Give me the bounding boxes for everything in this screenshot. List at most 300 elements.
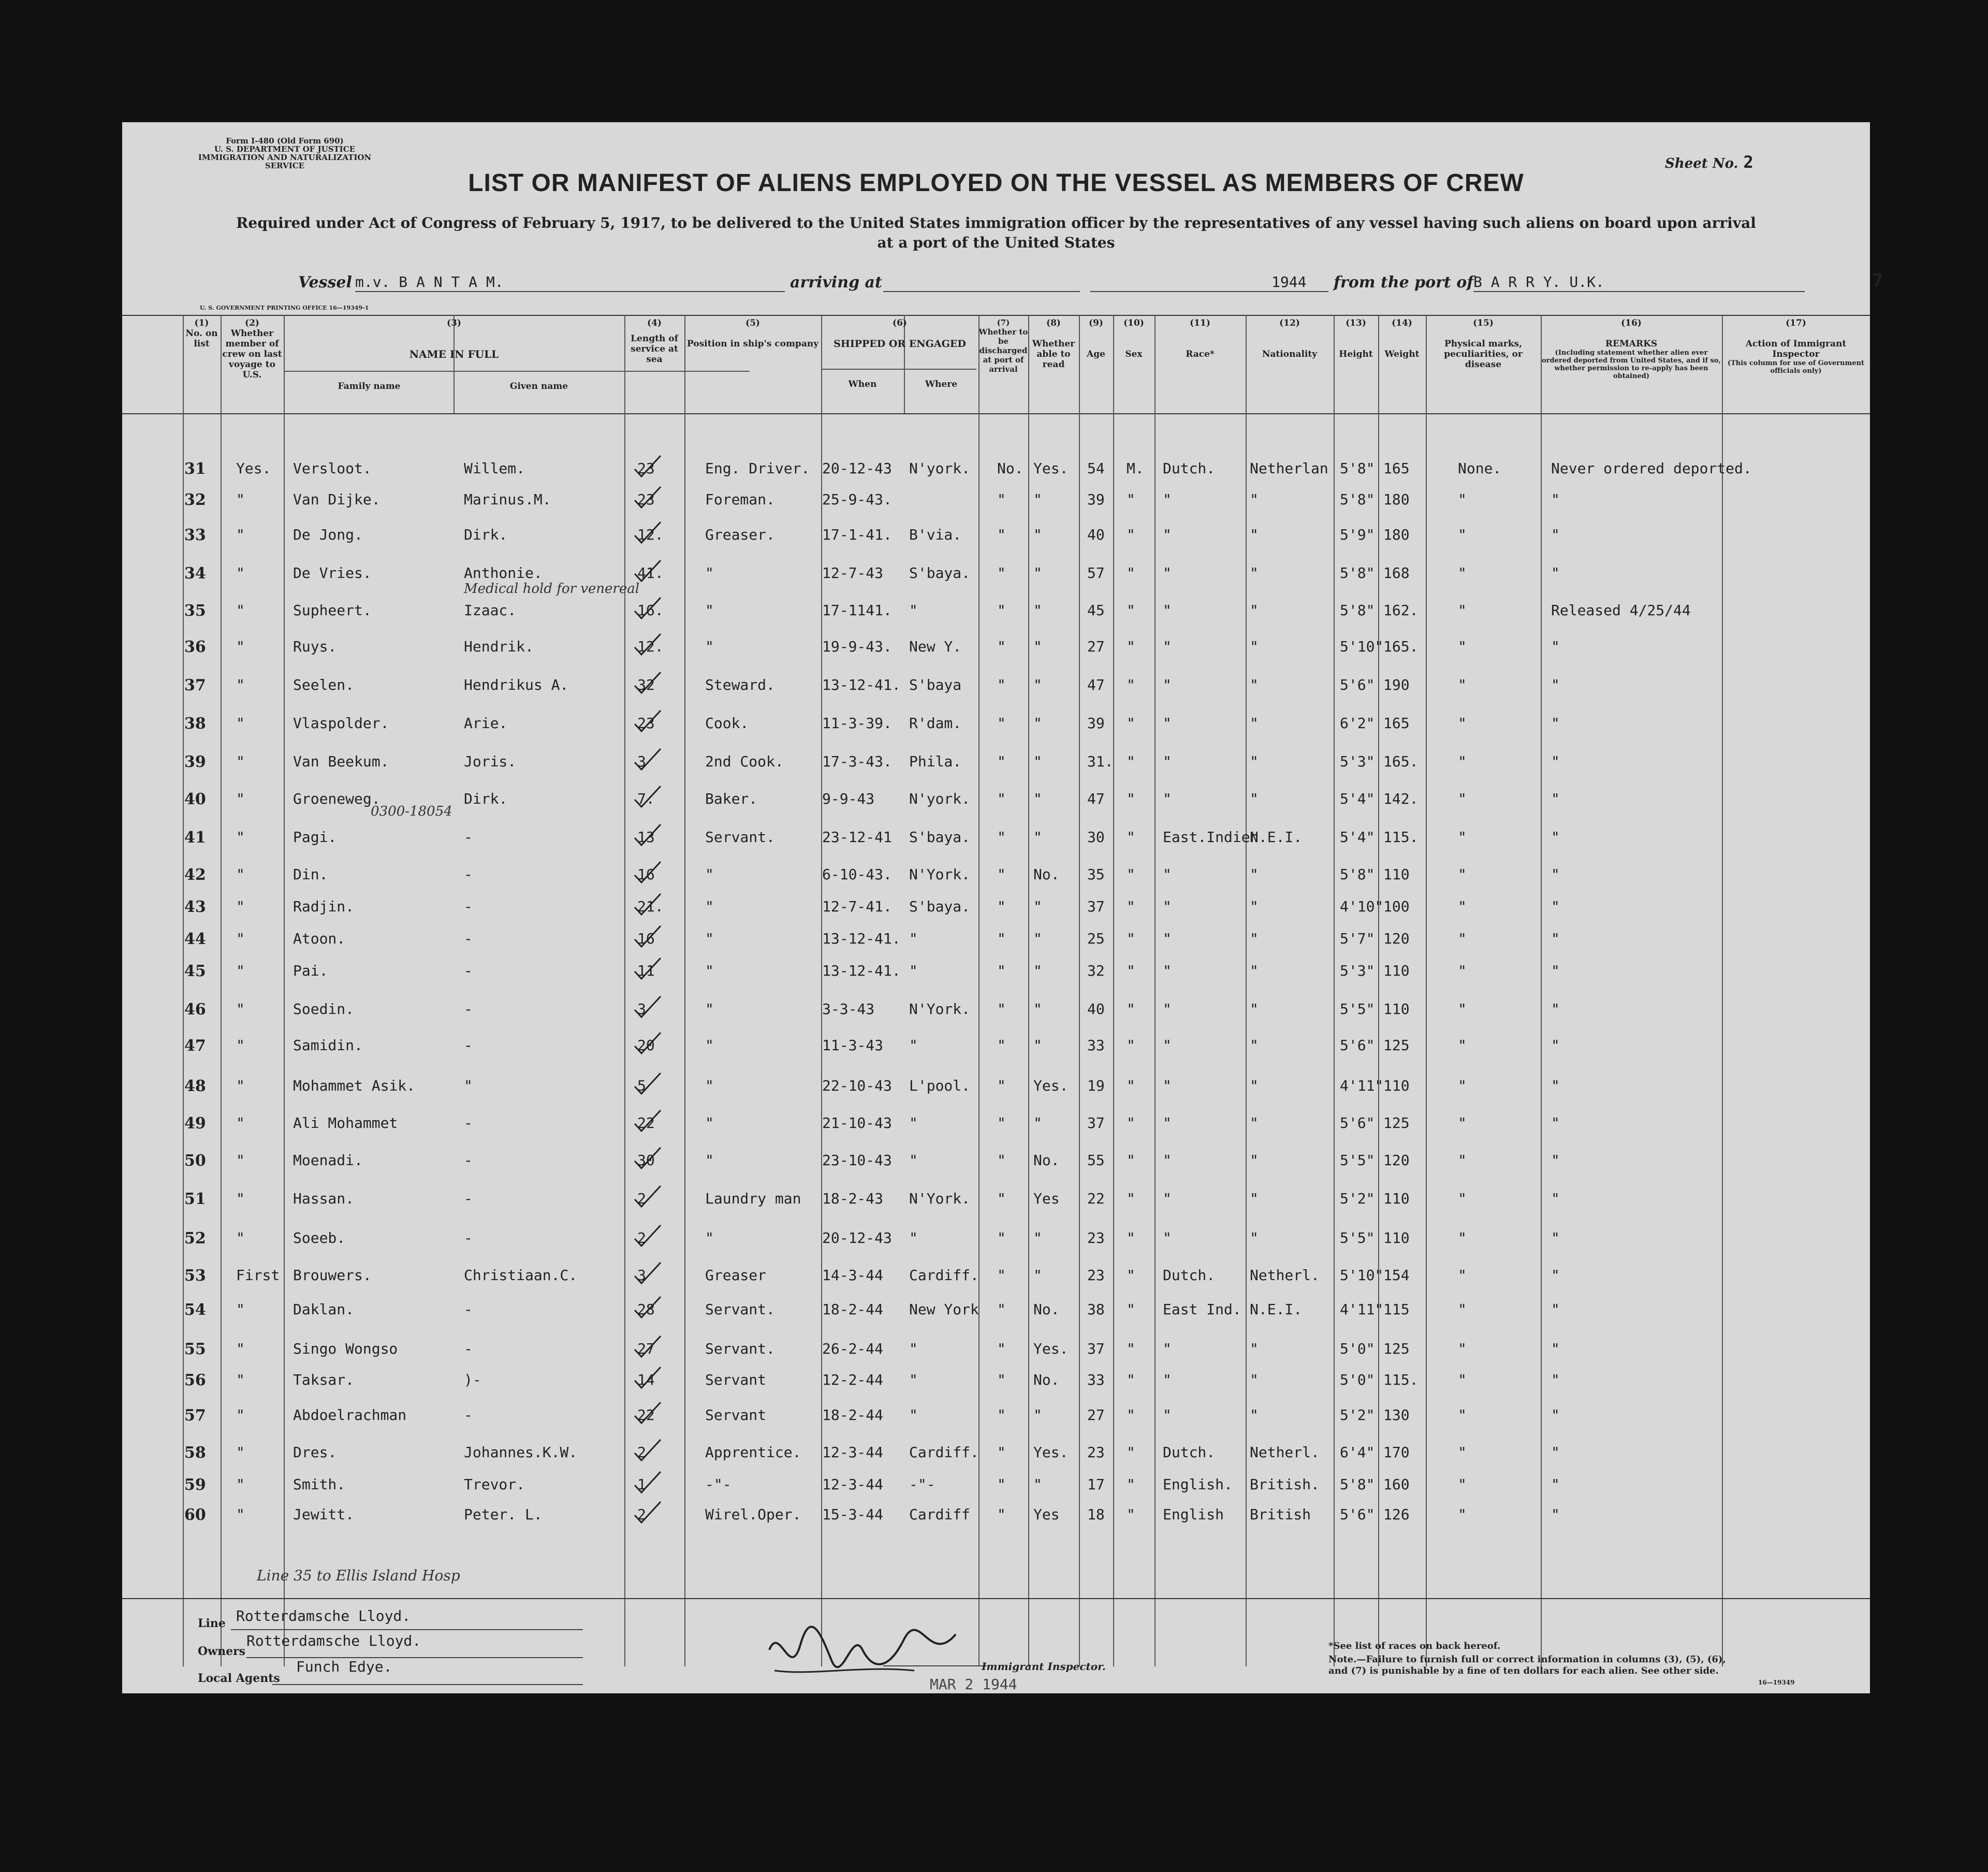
remarks: " — [1551, 1301, 1560, 1318]
age: 33 — [1087, 1037, 1105, 1054]
shipped-where: " — [909, 1371, 918, 1388]
prev-voyage: " — [236, 1371, 245, 1388]
shipped-where: R'dam. — [909, 715, 962, 732]
weight: 110 — [1383, 1000, 1410, 1018]
handwritten-note-row35: Medical hold for venereal — [464, 581, 640, 597]
race: " — [1163, 898, 1172, 915]
shipped-where: S'baya. — [909, 898, 971, 915]
family-name: Dres. — [293, 1444, 337, 1461]
check-mark-icon — [632, 1470, 663, 1496]
remarks: " — [1551, 491, 1560, 508]
height: 4'11" — [1340, 1301, 1384, 1318]
row-number: 42 — [184, 866, 206, 884]
shipped-when: 6-10-43. — [822, 866, 892, 883]
discharged: No. — [997, 460, 1024, 477]
age: 37 — [1087, 1340, 1105, 1357]
remarks: " — [1551, 829, 1560, 846]
physical-marks: " — [1458, 491, 1467, 508]
given-name: )- — [464, 1371, 481, 1388]
length-of-service: 12. — [637, 526, 664, 543]
nationality: Netherlan — [1250, 460, 1328, 477]
check-mark-icon — [632, 485, 663, 511]
race: Dutch. — [1163, 460, 1216, 477]
remarks: " — [1551, 930, 1560, 947]
physical-marks: " — [1458, 602, 1467, 619]
length-of-service: 23 — [637, 715, 655, 732]
age: 23 — [1087, 1267, 1105, 1284]
shipped-when: 11-3-43 — [822, 1037, 884, 1054]
check-mark-icon — [632, 1184, 663, 1210]
shipped-where: New York — [909, 1301, 979, 1318]
form-number: Form I-480 (Old Form 690) — [226, 136, 344, 146]
given-name: - — [464, 1190, 473, 1207]
weight: 142. — [1383, 790, 1419, 807]
race: " — [1163, 753, 1172, 770]
given-name: Dirk. — [464, 526, 508, 543]
given-name: Dirk. — [464, 790, 508, 807]
discharged: " — [997, 1371, 1006, 1388]
shipped-where: L'pool. — [909, 1077, 971, 1094]
prev-voyage: " — [236, 676, 245, 693]
remarks: " — [1551, 962, 1560, 979]
nationality: N.E.I. — [1250, 829, 1303, 846]
race: " — [1163, 1340, 1172, 1357]
family-name: Soedin. — [293, 1000, 355, 1018]
weight: 120 — [1383, 930, 1410, 947]
colhead-11: (11) Race* — [1186, 318, 1215, 359]
height: 5'10" — [1340, 1267, 1384, 1284]
weight: 125 — [1383, 1037, 1410, 1054]
physical-marks: " — [1458, 753, 1467, 770]
sex: " — [1127, 602, 1135, 619]
length-of-service: 2 — [637, 1190, 646, 1207]
vessel-name: m.v. B A N T A M. — [355, 273, 785, 292]
prev-voyage: " — [236, 1340, 245, 1357]
discharged: " — [997, 1444, 1006, 1461]
row-number: 38 — [184, 715, 206, 733]
race: " — [1163, 790, 1172, 807]
position: -"- — [705, 1476, 732, 1493]
given-name: - — [464, 930, 473, 947]
position: Cook. — [705, 715, 749, 732]
nationality: " — [1250, 866, 1259, 883]
colhead-3b: Given name — [509, 381, 568, 391]
weight: 154 — [1383, 1267, 1410, 1284]
age: 45 — [1087, 602, 1105, 619]
vessel-label: Vessel — [298, 273, 352, 292]
height: 5'10" — [1340, 638, 1384, 655]
weight: 125 — [1383, 1340, 1410, 1357]
weight: 115 — [1383, 1301, 1410, 1318]
remarks: " — [1551, 753, 1560, 770]
prev-voyage: " — [236, 638, 245, 655]
given-name: Christiaan.C. — [464, 1267, 578, 1284]
family-name: Ali Mohammet — [293, 1114, 398, 1131]
height: 4'11" — [1340, 1077, 1384, 1094]
prev-voyage: " — [236, 1114, 245, 1131]
nationality: " — [1250, 1229, 1259, 1246]
physical-marks: " — [1458, 829, 1467, 846]
position: " — [705, 1114, 714, 1131]
row-number: 50 — [184, 1152, 206, 1170]
owners-value: Rotterdamsche Lloyd. — [246, 1632, 421, 1649]
shipped-where: Cardiff — [909, 1506, 971, 1523]
height: 5'2" — [1340, 1406, 1375, 1424]
age: 47 — [1087, 676, 1105, 693]
shipped-where: " — [909, 930, 918, 947]
shipped-where: " — [909, 962, 918, 979]
colhead-10: (10) Sex — [1123, 318, 1144, 359]
row-number: 46 — [184, 1000, 206, 1019]
length-of-service: 11 — [637, 962, 655, 979]
position: " — [705, 1037, 714, 1054]
line-value: Rotterdamsche Lloyd. — [236, 1607, 411, 1624]
race: " — [1163, 564, 1172, 582]
position: " — [705, 1077, 714, 1094]
check-mark-icon — [632, 822, 663, 848]
physical-marks: " — [1458, 790, 1467, 807]
family-name: De Jong. — [293, 526, 363, 543]
given-name: Anthonie. — [464, 564, 543, 582]
age: 35 — [1087, 866, 1105, 883]
owners-label: Owners — [198, 1645, 246, 1658]
length-of-service: 22 — [637, 1114, 655, 1131]
service-label: IMMIGRATION AND NATURALIZATION SERVICE — [198, 153, 372, 170]
colhead-6a: When — [848, 379, 877, 389]
position: " — [705, 638, 714, 655]
position: " — [705, 930, 714, 947]
given-name: - — [464, 898, 473, 915]
sex: " — [1127, 866, 1135, 883]
remarks: " — [1551, 1406, 1560, 1424]
row-number: 36 — [184, 638, 206, 656]
shipped-when: 23-10-43 — [822, 1152, 892, 1169]
sex: " — [1127, 829, 1135, 846]
sex: " — [1127, 898, 1135, 915]
shipped-when: 19-9-43. — [822, 638, 892, 655]
race: " — [1163, 1000, 1172, 1018]
able-to-read: " — [1033, 1114, 1042, 1131]
height: 5'6" — [1340, 1114, 1375, 1131]
discharged: " — [997, 829, 1006, 846]
discharged: " — [997, 962, 1006, 979]
nationality: " — [1250, 930, 1259, 947]
position: Servant. — [705, 1340, 775, 1357]
able-to-read: " — [1033, 1406, 1042, 1424]
shipped-when: 20-12-43 — [822, 1229, 892, 1246]
position: Eng. Driver. — [705, 460, 810, 477]
height: 5'5" — [1340, 1000, 1375, 1018]
prev-voyage: " — [236, 962, 245, 979]
shipped-when: 13-12-41. — [822, 930, 901, 947]
family-name: Versloot. — [293, 460, 372, 477]
check-mark-icon — [632, 1145, 663, 1171]
age: 31. — [1087, 753, 1114, 770]
check-mark-icon — [632, 1295, 663, 1320]
position: Servant. — [705, 1301, 775, 1318]
discharged: " — [997, 753, 1006, 770]
prev-voyage: " — [236, 1476, 245, 1493]
family-name: Radjin. — [293, 898, 355, 915]
shipped-when: 17-3-43. — [822, 753, 892, 770]
discharged: " — [997, 1077, 1006, 1094]
table-row — [122, 1031, 1870, 1062]
table-row — [122, 1470, 1870, 1501]
check-mark-icon — [632, 670, 663, 696]
check-mark-icon — [632, 1334, 663, 1360]
race: " — [1163, 526, 1172, 543]
physical-marks: " — [1458, 1037, 1467, 1054]
nationality: British. — [1250, 1476, 1320, 1493]
check-mark-icon — [632, 1500, 663, 1526]
shipped-subrule — [821, 369, 976, 370]
weight: 165 — [1383, 715, 1410, 732]
height: 5'2" — [1340, 1190, 1375, 1207]
physical-marks: " — [1458, 1301, 1467, 1318]
table-row — [122, 1438, 1870, 1469]
agents-label: Local Agents — [198, 1672, 280, 1685]
given-name: Izaac. — [464, 602, 517, 619]
family-name: Abdoelrachman — [293, 1406, 407, 1424]
sex: " — [1127, 1506, 1135, 1523]
physical-marks: " — [1458, 564, 1467, 582]
position: " — [705, 898, 714, 915]
table-row — [122, 1223, 1870, 1254]
physical-marks: " — [1458, 1340, 1467, 1357]
table-row — [122, 632, 1870, 663]
nationality: " — [1250, 1037, 1259, 1054]
height: 5'3" — [1340, 753, 1375, 770]
given-name: - — [464, 1152, 473, 1169]
row-number: 53 — [184, 1267, 206, 1285]
arriving-port-field — [883, 273, 1080, 292]
shipped-where: " — [909, 1114, 918, 1131]
check-mark-icon — [632, 1438, 663, 1463]
shipped-when: 12-3-44 — [822, 1476, 884, 1493]
sex: " — [1127, 1190, 1135, 1207]
remarks: " — [1551, 1506, 1560, 1523]
able-to-read: " — [1033, 602, 1042, 619]
race: " — [1163, 638, 1172, 655]
nationality: " — [1250, 602, 1259, 619]
page-subtitle: Required under Act of Congress of February 5, 1917, to be delivered to the United States immigration officer by the representatives of any vessel having such aliens on board upon arrival at a port of the United States — [236, 214, 1756, 251]
discharged: " — [997, 1037, 1006, 1054]
family-name: Supheert. — [293, 602, 372, 619]
colhead-6b: Where — [925, 379, 958, 389]
remarks: " — [1551, 676, 1560, 693]
given-name: Hendrikus A. — [464, 676, 569, 693]
date-stamp: MAR 2 1944 — [930, 1676, 1017, 1693]
position: Servant — [705, 1406, 767, 1424]
length-of-service: 28 — [637, 1301, 655, 1318]
family-name: Brouwers. — [293, 1267, 372, 1284]
colhead-13: (13) Height — [1339, 318, 1373, 359]
row-number: 33 — [184, 526, 206, 544]
weight: 110 — [1383, 1190, 1410, 1207]
races-note: *See list of races on back hereof. — [1328, 1641, 1501, 1651]
remarks: " — [1551, 564, 1560, 582]
able-to-read: " — [1033, 790, 1042, 807]
check-mark-icon — [632, 1400, 663, 1426]
discharged: " — [997, 1267, 1006, 1284]
table-row — [122, 1145, 1870, 1177]
height: 5'8" — [1340, 460, 1375, 477]
shipped-when: 18-2-44 — [822, 1406, 884, 1424]
colhead-12: (12) Nationality — [1262, 318, 1318, 359]
family-name: Atoon. — [293, 930, 346, 947]
height: 5'8" — [1340, 491, 1375, 508]
given-name: Trevor. — [464, 1476, 525, 1493]
position: Servant. — [705, 829, 775, 846]
position: " — [705, 962, 714, 979]
length-of-service: 3 — [637, 1000, 646, 1018]
given-name: - — [464, 866, 473, 883]
nationality: " — [1250, 564, 1259, 582]
check-mark-icon — [632, 596, 663, 621]
age: 38 — [1087, 1301, 1105, 1318]
shipped-when: 11-3-39. — [822, 715, 892, 732]
length-of-service: 21. — [637, 898, 664, 915]
colhead-8: (8) Whether able to read — [1032, 318, 1075, 370]
height: 5'0" — [1340, 1340, 1375, 1357]
length-of-service: 2 — [637, 1444, 646, 1461]
race: " — [1163, 1190, 1172, 1207]
prev-voyage: " — [236, 1190, 245, 1207]
length-of-service: 23 — [637, 460, 655, 477]
position: Baker. — [705, 790, 758, 807]
table-row — [122, 892, 1870, 923]
shipped-where: " — [909, 1229, 918, 1246]
prev-voyage: " — [236, 790, 245, 807]
family-name: Seelen. — [293, 676, 355, 693]
table-row — [122, 747, 1870, 778]
discharged: " — [997, 930, 1006, 947]
table-row — [122, 822, 1870, 853]
shipped-where: B'via. — [909, 526, 962, 543]
family-name: Moenadi. — [293, 1152, 363, 1169]
shipped-when: 12-3-44 — [822, 1444, 884, 1461]
age: 30 — [1087, 829, 1105, 846]
shipped-when: 13-12-41. — [822, 676, 901, 693]
check-mark-icon — [632, 956, 663, 982]
check-mark-icon — [632, 632, 663, 658]
row-number: 34 — [184, 564, 206, 583]
weight: 110 — [1383, 962, 1410, 979]
race: " — [1163, 1406, 1172, 1424]
age: 19 — [1087, 1077, 1105, 1094]
age: 47 — [1087, 790, 1105, 807]
discharged: " — [997, 526, 1006, 543]
age: 39 — [1087, 491, 1105, 508]
family-name: Mohammet Asik. — [293, 1077, 416, 1094]
weight: 165. — [1383, 753, 1419, 770]
check-mark-icon — [632, 1108, 663, 1134]
height: 5'4" — [1340, 790, 1375, 807]
physical-marks: " — [1458, 866, 1467, 883]
weight: 180 — [1383, 526, 1410, 543]
prev-voyage: " — [236, 753, 245, 770]
race: " — [1163, 1152, 1172, 1169]
position: " — [705, 866, 714, 883]
family-name: Groeneweg. — [293, 790, 381, 807]
position: 2nd Cook. — [705, 753, 784, 770]
shipped-where: Cardiff. — [909, 1444, 979, 1461]
race: " — [1163, 866, 1172, 883]
physical-marks: " — [1458, 1229, 1467, 1246]
family-name: Hassan. — [293, 1190, 355, 1207]
sex: " — [1127, 1406, 1135, 1424]
age: 54 — [1087, 460, 1105, 477]
sex: " — [1127, 1077, 1135, 1094]
physical-marks: " — [1458, 638, 1467, 655]
age: 23 — [1087, 1229, 1105, 1246]
discharged: " — [997, 898, 1006, 915]
nationality: " — [1250, 753, 1259, 770]
family-name: Samidin. — [293, 1037, 363, 1054]
discharged: " — [997, 866, 1006, 883]
race: " — [1163, 962, 1172, 979]
prev-voyage: " — [236, 829, 245, 846]
sex: " — [1127, 1229, 1135, 1246]
remarks: Never ordered deported. — [1551, 460, 1752, 477]
prev-voyage: " — [236, 1000, 245, 1018]
height: 5'7" — [1340, 930, 1375, 947]
sex: " — [1127, 526, 1135, 543]
page-title: LIST OR MANIFEST OF ALIENS EMPLOYED ON THE VESSEL AS MEMBERS OF CREW — [468, 169, 1524, 197]
family-name: Ruys. — [293, 638, 337, 655]
position: " — [705, 1152, 714, 1169]
sex: " — [1127, 1000, 1135, 1018]
age: 32 — [1087, 962, 1105, 979]
physical-marks: " — [1458, 1371, 1467, 1388]
table-row — [122, 708, 1870, 739]
check-mark-icon — [632, 1223, 663, 1249]
family-name: Pagi. — [293, 829, 337, 846]
race: East.Indien — [1163, 829, 1259, 846]
sex: " — [1127, 491, 1135, 508]
arriving-date-field — [1090, 273, 1277, 292]
able-to-read: " — [1033, 829, 1042, 846]
given-name: Johannes.K.W. — [464, 1444, 578, 1461]
shipped-when: 3-3-43 — [822, 1000, 875, 1018]
prev-voyage: First — [236, 1267, 280, 1284]
shipped-when: 21-10-43 — [822, 1114, 892, 1131]
weight: 110 — [1383, 1077, 1410, 1094]
prev-voyage: " — [236, 1406, 245, 1424]
weight: 120 — [1383, 1152, 1410, 1169]
weight: 125 — [1383, 1114, 1410, 1131]
weight: 165. — [1383, 638, 1419, 655]
row-number: 47 — [184, 1037, 206, 1055]
height: 5'6" — [1340, 1037, 1375, 1054]
prev-voyage: " — [236, 1506, 245, 1523]
table-row — [122, 558, 1870, 589]
prev-voyage: " — [236, 526, 245, 543]
shipped-when: 26-2-44 — [822, 1340, 884, 1357]
vessel-mark: 7 — [1872, 270, 1883, 292]
penalty-note: Note.—Failure to furnish full or correct information in columns (3), (5), (6), and (7) is punishable by a fine of ten dollars for each alien. See other side. — [1328, 1654, 1726, 1676]
row-number: 57 — [184, 1406, 206, 1425]
sex: " — [1127, 1114, 1135, 1131]
race: Dutch. — [1163, 1267, 1216, 1284]
given-name: Marinus.M. — [464, 491, 551, 508]
physical-marks: " — [1458, 930, 1467, 947]
position: " — [705, 602, 714, 619]
height: 5'8" — [1340, 1476, 1375, 1493]
length-of-service: 30 — [637, 1152, 655, 1169]
shipped-where: " — [909, 1152, 918, 1169]
physical-marks: None. — [1458, 460, 1502, 477]
